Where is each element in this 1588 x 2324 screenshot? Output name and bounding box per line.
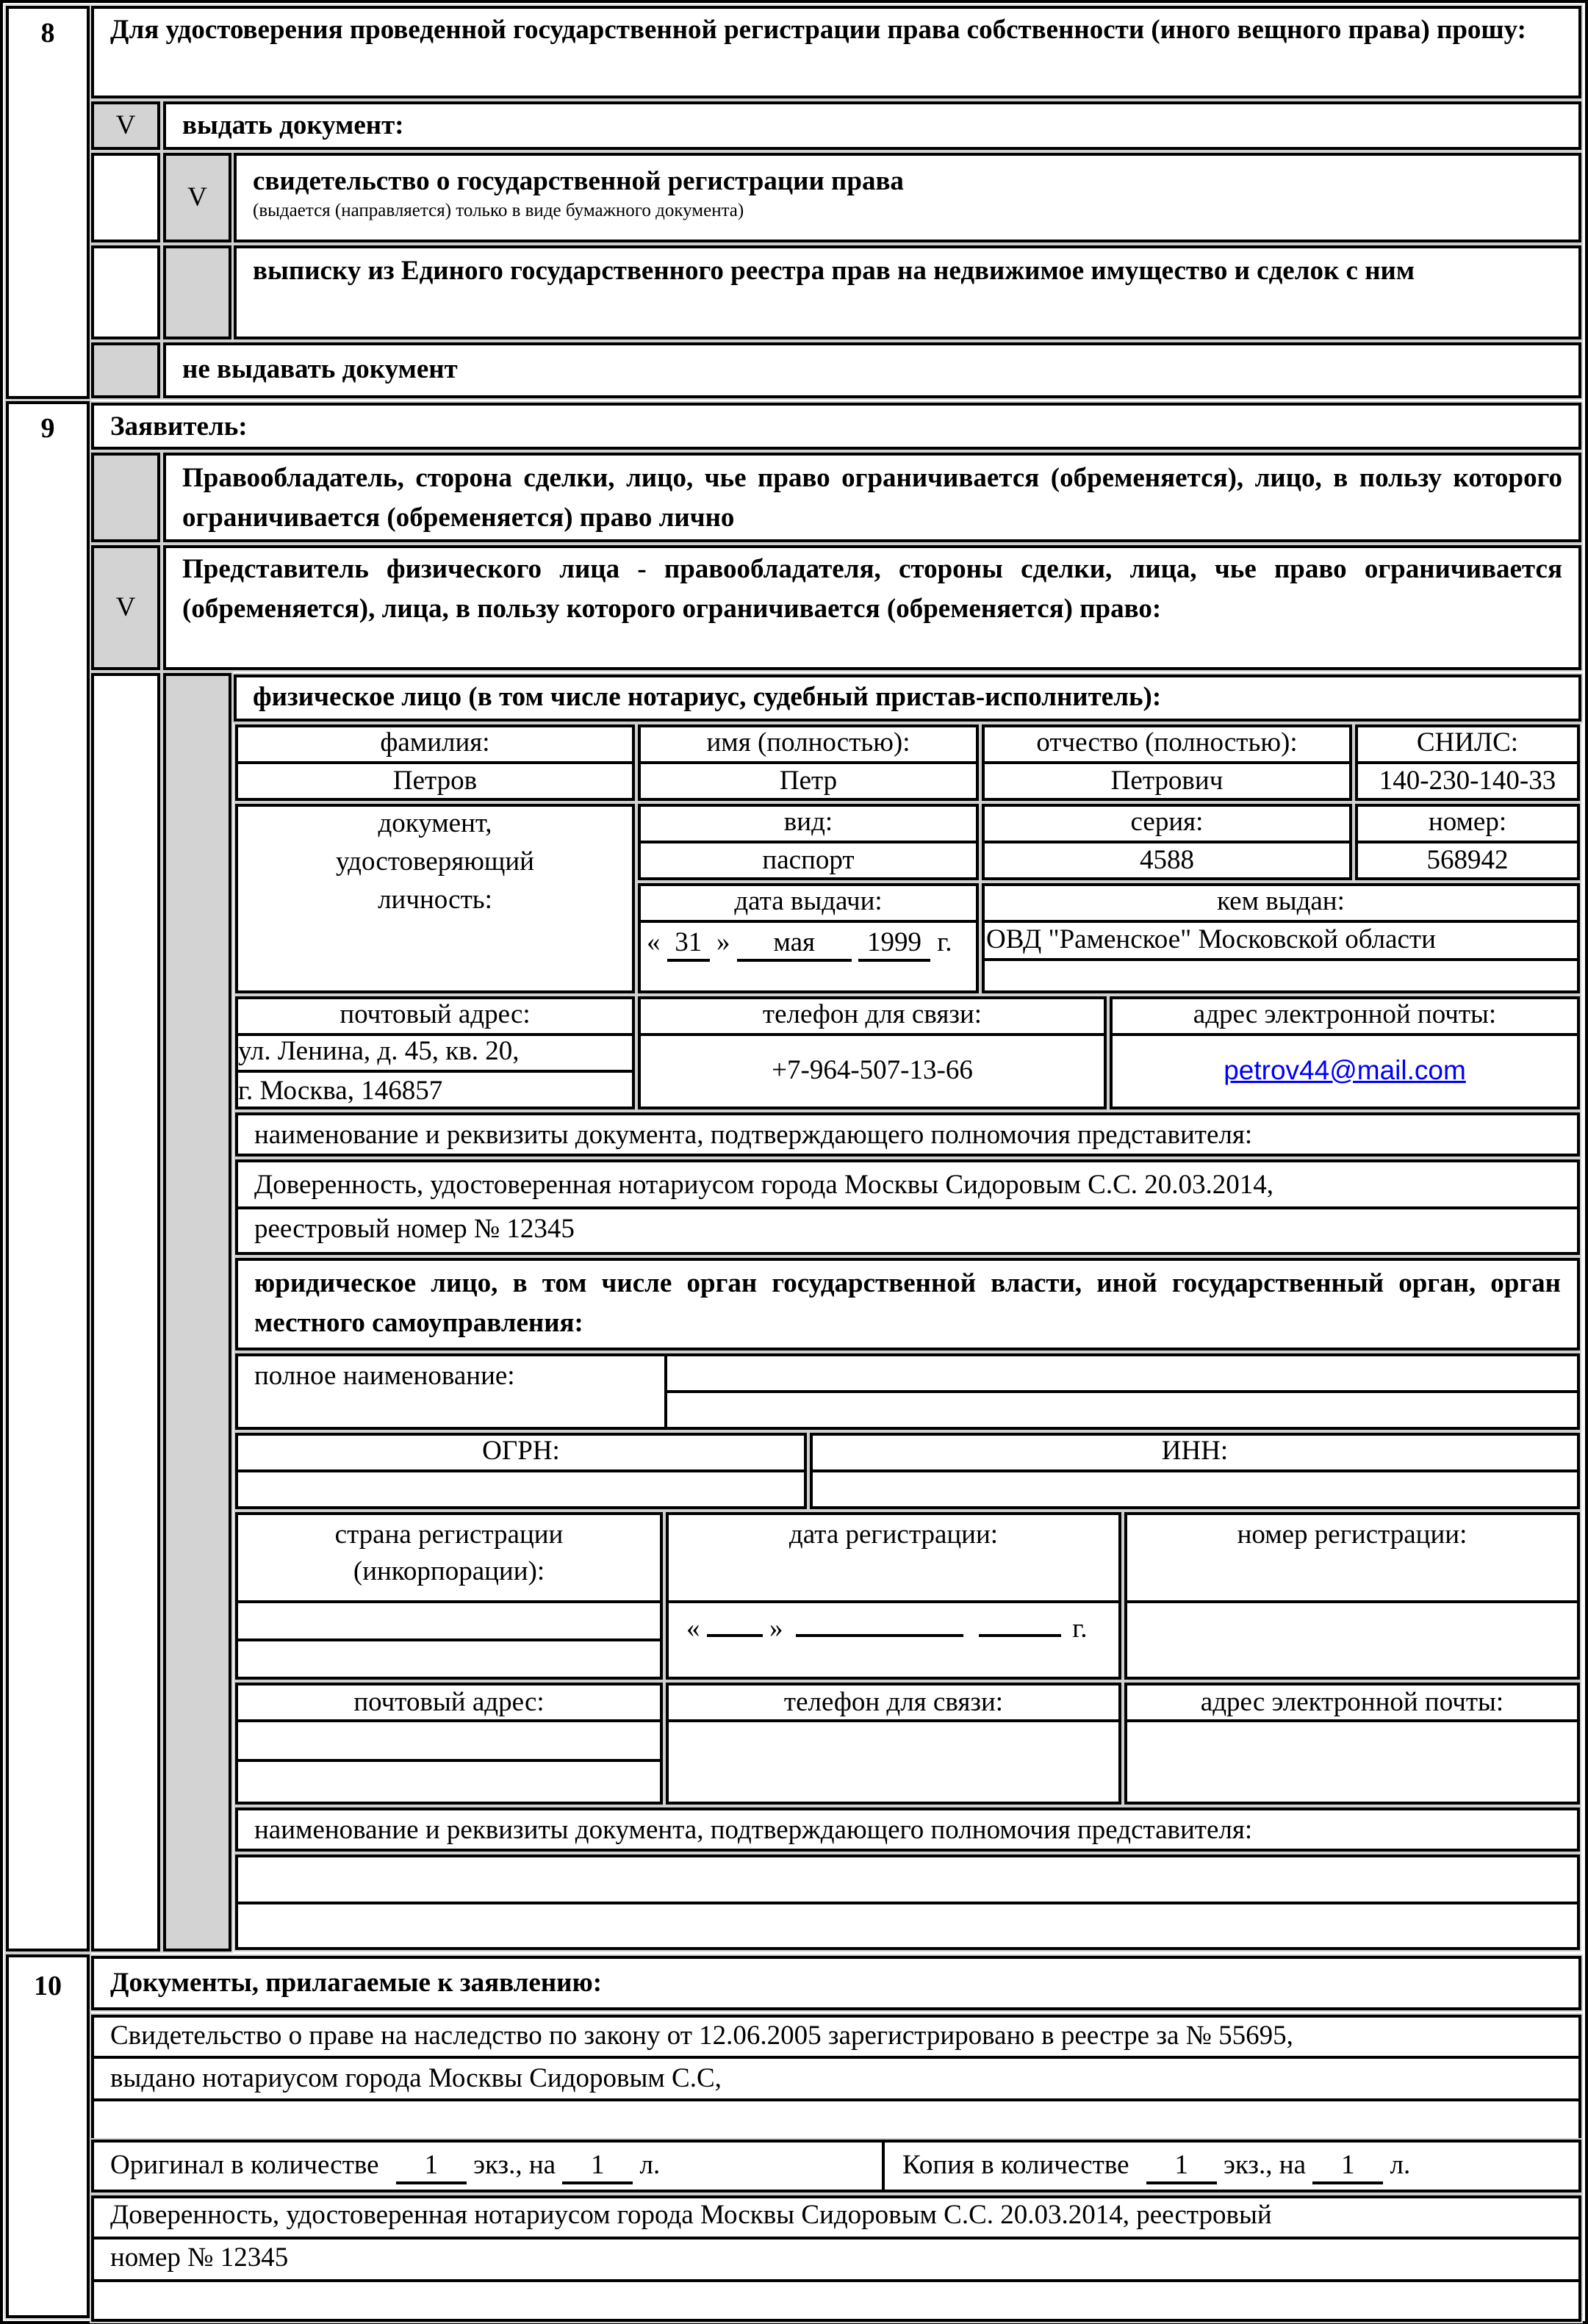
surname-cell: [235, 724, 635, 801]
postal-address-line1[interactable]: ул. Ленина, д. 45, кв. 20,: [238, 1036, 520, 1066]
name-label: имя (полностью):: [706, 727, 910, 758]
legal-email-field[interactable]: [1127, 1722, 1577, 1802]
legal-phone-label: телефон для связи:: [783, 1687, 1004, 1717]
check-mark: V: [115, 592, 136, 622]
id-type-field[interactable]: паспорт: [762, 845, 855, 875]
ogrn-field[interactable]: [238, 1472, 804, 1506]
certificate-indent-cell: [91, 153, 160, 242]
snils-cell: [1355, 724, 1580, 801]
extract-checkbox[interactable]: [163, 245, 231, 339]
representative-checkbox[interactable]: [91, 545, 160, 670]
check-mark: V: [115, 110, 136, 140]
close-quote: »: [769, 1614, 783, 1644]
authority-doc-cell: [235, 1159, 1580, 1255]
legal-postal-field[interactable]: [238, 1722, 660, 1802]
reg-country-cell: [235, 1512, 663, 1680]
phone-label: телефон для связи:: [762, 999, 982, 1029]
extract-indent-cell: [91, 245, 160, 339]
email-label: адрес электронной почты:: [1193, 999, 1497, 1029]
issue-doc-option: [163, 101, 1581, 150]
legal-authority-field[interactable]: [235, 1854, 1580, 1950]
issue-doc-checkbox[interactable]: [91, 101, 160, 150]
ogrn-cell: [235, 1433, 807, 1509]
certificate-note: (выдается (направляется) только в виде бумажного документа): [253, 201, 744, 220]
section-8-title: Для удостоверения проведенной государственной регистрации права собственности (иного вещного права) прошу:: [110, 15, 1526, 45]
section-10-number: 10: [34, 1971, 62, 2001]
owner-option: [163, 453, 1581, 542]
representative-option: [163, 545, 1581, 670]
id-number-field[interactable]: 568942: [1426, 845, 1509, 875]
individual-title-cell: [234, 674, 1581, 722]
extract-option: [234, 245, 1581, 339]
issue-year[interactable]: 1999: [858, 927, 930, 962]
postal-address-line2[interactable]: г. Москва, 146857: [238, 1076, 443, 1106]
section-8-title-cell: [91, 6, 1581, 98]
reg-number-label: номер регистрации:: [1237, 1519, 1467, 1550]
surname-field[interactable]: Петров: [392, 766, 478, 796]
copy-suffix: л.: [1390, 2150, 1411, 2180]
snils-field[interactable]: 140-230-140-33: [1379, 766, 1556, 796]
open-quote: «: [647, 927, 661, 957]
year-suffix: г.: [1072, 1614, 1088, 1644]
doc2-line1[interactable]: Доверенность, удостоверенная нотариусом города Москвы Сидоровым С.С. 20.03.2014, реестровый: [110, 2200, 1272, 2230]
postal-address-cell: [235, 996, 635, 1109]
id-type-label: вид:: [783, 807, 833, 837]
original-quantity: [110, 2145, 660, 2185]
legal-email-label: адрес электронной почты:: [1200, 1687, 1504, 1717]
representative-detail-marker: [163, 673, 231, 1951]
inn-label: ИНН:: [1161, 1436, 1229, 1466]
reg-date-label: дата регистрации:: [788, 1519, 999, 1550]
issue-doc-label: выдать документ:: [182, 110, 404, 140]
id-series-label: серия:: [1130, 807, 1204, 837]
year-suffix: г.: [937, 927, 952, 957]
legal-authority-label: наименование и реквизиты документа, подтверждающего полномочия представителя:: [254, 1815, 1253, 1845]
copy-quantity: [902, 2145, 1410, 2185]
issue-day[interactable]: 31: [667, 927, 710, 962]
section-9-number-cell: [6, 401, 90, 1951]
legal-authority-label-cell: [235, 1807, 1580, 1852]
section-10-title-cell: [91, 1956, 1581, 2010]
issue-date-label: дата выдачи:: [734, 886, 883, 916]
copy-mid: экз., на: [1224, 2150, 1306, 2180]
attached-doc-1: [91, 2015, 1581, 2141]
copy-copies-field[interactable]: 1: [1146, 2149, 1217, 2184]
full-name-field[interactable]: [667, 1356, 1577, 1427]
owner-checkbox[interactable]: [91, 453, 160, 542]
authority-doc-label: наименование и реквизиты документа, подтверждающего полномочия представителя:: [254, 1120, 1253, 1150]
reg-number-field[interactable]: [1127, 1603, 1577, 1677]
original-suffix: л.: [639, 2150, 661, 2180]
check-mark: V: [187, 182, 207, 212]
issued-by-label: кем выдан:: [1217, 886, 1345, 916]
legal-phone-cell: [666, 1683, 1121, 1805]
close-quote: »: [716, 927, 730, 957]
patronymic-label: отчество (полностью):: [1036, 727, 1298, 758]
no-doc-label: не выдавать документ: [182, 354, 458, 384]
legal-phone-field[interactable]: [669, 1722, 1118, 1802]
original-sheets-field[interactable]: 1: [562, 2149, 633, 2184]
owner-label: Правообладатель, сторона сделки, лицо, чье право ограничивается (обременяется), лицо, в пользу которого ограничивается (обременяется) право лично: [182, 463, 1562, 533]
legal-full-name-cell: [235, 1353, 1580, 1430]
legal-title: юридическое лицо, в том числе орган государственной власти, иной государственный орган, орган местного самоуправления:: [254, 1268, 1561, 1338]
reg-number-cell: [1124, 1512, 1580, 1680]
section-10-number-cell: [6, 1954, 90, 2318]
issue-date-field[interactable]: [647, 923, 952, 963]
attached-doc-2: [91, 2195, 1581, 2322]
issued-by-field[interactable]: ОВД "Раменское" Московской области: [986, 924, 1436, 954]
inn-cell: [810, 1433, 1580, 1509]
reg-date-field[interactable]: [686, 1609, 1088, 1649]
phone-cell: [638, 996, 1107, 1109]
certificate-option: [234, 153, 1581, 242]
authority-doc-line1[interactable]: Доверенность, удостоверенная нотариусом города Москвы Сидоровым С.С. 20.03.2014,: [254, 1170, 1273, 1200]
snils-label: СНИЛС:: [1416, 727, 1519, 758]
id-doc-label: удостоверяющий: [336, 846, 534, 877]
section-10-title: Документы, прилагаемые к заявлению:: [110, 1968, 603, 1998]
id-doc-label: документ,: [378, 808, 492, 838]
issue-date-cell: [638, 883, 979, 993]
full-name-label: полное наименование:: [254, 1361, 515, 1391]
doc2-line2[interactable]: номер № 12345: [110, 2242, 289, 2273]
legal-email-cell: [1124, 1683, 1580, 1805]
authority-doc-line2[interactable]: реестровый номер № 12345: [254, 1214, 575, 1244]
individual-title: физическое лицо (в том числе нотариус, судебный пристав-исполнитель):: [253, 682, 1162, 712]
reg-country-field[interactable]: [238, 1603, 660, 1677]
legal-title-cell: [235, 1258, 1580, 1350]
legal-postal-label: почтовый адрес:: [353, 1687, 545, 1717]
doc1-line1[interactable]: Свидетельство о праве на наследство по закону от 12.06.2005 зарегистрировано в реестре за № 55695,: [110, 2021, 1293, 2051]
copy-prefix: Копия в количестве: [902, 2150, 1129, 2180]
surname-label: фамилия:: [380, 727, 490, 758]
id-doc-label: личность:: [378, 885, 492, 915]
extract-label: выписку из Единого государственного реестра прав на недвижимое имущество и сделок с ним: [253, 256, 1415, 286]
ogrn-label: ОГРН:: [482, 1436, 560, 1466]
postal-address-label: почтовый адрес:: [339, 999, 531, 1029]
representative-indent-cell: [91, 673, 160, 1951]
id-doc-label-cell: [235, 804, 635, 993]
certificate-checkbox[interactable]: [163, 153, 231, 242]
certificate-label: свидетельство о государственной регистрации права: [253, 166, 904, 196]
original-prefix: Оригинал в количестве: [110, 2150, 379, 2180]
email-link[interactable]: petrov44@mail.com: [1224, 1055, 1466, 1085]
section-8-number-cell: [6, 6, 90, 399]
original-mid: экз., на: [473, 2150, 556, 2180]
doc1-line2[interactable]: выдано нотариусом города Москвы Сидоровым С.С,: [110, 2063, 722, 2093]
legal-postal-cell: [235, 1683, 663, 1805]
section-9-title: Заявитель:: [110, 411, 248, 442]
phone-field[interactable]: +7-964-507-13-66: [772, 1055, 973, 1085]
name-cell: [638, 724, 979, 801]
name-field[interactable]: Петр: [779, 766, 838, 796]
id-number-label: номер:: [1428, 807, 1507, 837]
issued-by-cell: [982, 883, 1580, 993]
section-8-number: 8: [40, 18, 55, 48]
representative-label: Представитель физического лица - правообладателя, стороны сделки, лица, чье право ограничивается (обременяется), лица, в пользу которого ограничивается (обременяется) право:: [182, 554, 1562, 624]
patronymic-cell: [982, 724, 1352, 801]
no-doc-option: [163, 342, 1581, 398]
reg-country-label: (инкорпорации):: [353, 1556, 545, 1586]
copy-sheets-field[interactable]: 1: [1312, 2149, 1383, 2184]
open-quote: «: [686, 1614, 700, 1644]
issue-month[interactable]: мая: [737, 927, 852, 962]
original-copies-field[interactable]: 1: [396, 2149, 467, 2184]
reg-country-label: страна регистрации: [334, 1519, 564, 1550]
no-doc-checkbox[interactable]: [91, 342, 160, 398]
patronymic-field[interactable]: Петрович: [1110, 766, 1224, 796]
inn-field[interactable]: [813, 1472, 1577, 1506]
attached-doc-1-quantity: [91, 2140, 1581, 2192]
id-type-cell: [638, 804, 979, 880]
email-cell: [1110, 996, 1580, 1109]
section-9-title-cell: [91, 403, 1581, 450]
id-number-cell: [1355, 804, 1580, 880]
section-9-number: 9: [40, 413, 55, 444]
id-series-cell: [982, 804, 1352, 880]
authority-doc-label-cell: [235, 1112, 1580, 1156]
reg-date-cell: [666, 1512, 1121, 1680]
id-series-field[interactable]: 4588: [1140, 845, 1194, 875]
